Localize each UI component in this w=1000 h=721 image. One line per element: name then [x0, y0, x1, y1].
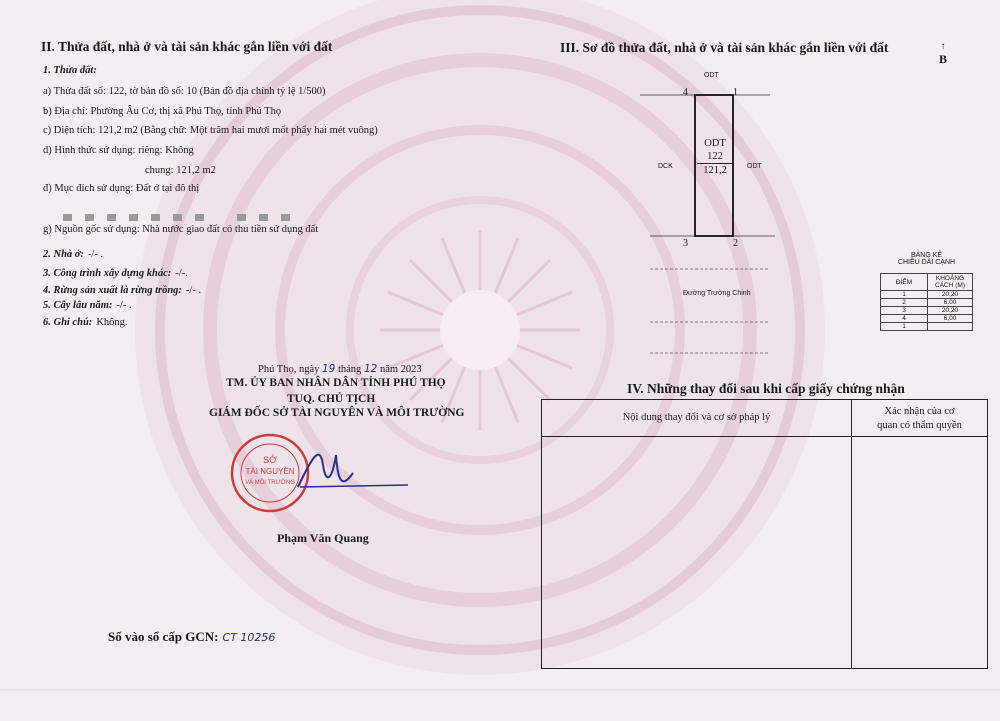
parcel-line-b: b) Địa chỉ: Phường Âu Cơ, thị xã Phú Thọ, tỉnh Phú Thọ: [43, 106, 282, 117]
parcel-line-g: g) Nguồn gốc sử dụng: Nhà nước giao đất có thu tiền sử dụng đất: [43, 224, 319, 235]
item-other-construction: 3. Công trình xây dựng khác: -/-.: [43, 268, 188, 279]
parcel-line-dd: đ) Mục đích sử dụng: Đất ở tại đô thị: [43, 183, 200, 194]
diagram-right-label: ODT: [747, 163, 762, 170]
parcel-line-a: a) Thửa đất số: 122, tờ bản đồ số: 10 (Bản đồ địa chính tỷ lệ 1/500): [43, 86, 326, 97]
registry-number: Số vào sổ cấp GCN: CT 10256: [108, 629, 276, 644]
table-row: 1 20,20: [881, 291, 973, 299]
parcel-heading: 1. Thửa đất:: [43, 65, 97, 76]
item-planted-forest: 4. Rừng sản xuất là rừng trồng: -/- .: [43, 285, 202, 296]
north-arrow: ↑ B: [939, 41, 948, 66]
svg-text:TÀI NGUYÊN: TÀI NGUYÊN: [245, 467, 295, 476]
parcel-line-d2: chung: 121,2 m2: [145, 165, 216, 176]
point-3: 3: [683, 238, 688, 249]
point-4: 4: [683, 87, 688, 98]
point-2: 2: [733, 238, 738, 249]
north-arrow-icon: ↑: [940, 41, 946, 52]
section-3-title: III. Sơ đồ thửa đất, nhà ở và tài sản khác gắn liền với đất: [560, 40, 889, 55]
signer-name: Phạm Văn Quang: [277, 531, 369, 545]
sign-director-line: GIÁM ĐỐC SỞ TÀI NGUYÊN VÀ MÔI TRƯỜNG: [209, 407, 465, 419]
changes-table: [541, 399, 988, 669]
section-4-title: IV. Những thay đổi sau khi cấp giấy chứng nhận: [627, 381, 905, 396]
changes-col-confirmation: Xác nhận của cơ quan có thẩm quyền: [877, 406, 962, 431]
parcel-line-d: d) Hình thức sử dụng: riêng: Không: [43, 145, 194, 156]
sign-org-line: TM. ỦY BAN NHÂN DÂN TỈNH PHÚ THỌ: [226, 377, 446, 389]
diagram-left-label: DCK: [658, 163, 673, 170]
official-stamp: [228, 425, 418, 520]
road-lines: [650, 260, 775, 360]
parcel-label: ODT 122 121,2: [697, 137, 733, 177]
road-name: Đường Trường Chinh: [683, 290, 751, 297]
table-row: 2 6,00: [881, 299, 973, 307]
sign-title-line: TUQ. CHỦ TỊCH: [287, 393, 376, 405]
table-row: 4 6,00: [881, 315, 973, 323]
table-row: 1: [881, 323, 973, 331]
svg-text:SỞ: SỞ: [263, 455, 277, 465]
table-row: 3 20,20: [881, 307, 973, 315]
issue-date: Phú Thọ, ngày 19 tháng 12 năm 2023: [258, 363, 422, 375]
svg-text:VÀ MÔI TRƯỜNG: VÀ MÔI TRƯỜNG: [245, 480, 295, 486]
section-2-title: II. Thửa đất, nhà ở và tài sản khác gắn liền với đất: [41, 39, 333, 54]
distance-table-col-point: ĐIỂM: [881, 274, 928, 291]
changes-col-content: Nội dung thay đổi và cơ sở pháp lý: [622, 412, 771, 423]
item-house: 2. Nhà ở: -/- .: [43, 249, 104, 260]
parcel-line-c: c) Diện tích: 121,2 m2 (Bằng chữ: Một trăm hai mươi mốt phẩy hai mét vuông): [43, 125, 378, 136]
diagram-top-label: ODT: [704, 72, 719, 79]
item-note: 6. Ghi chú: Không.: [43, 317, 128, 328]
distance-table-col-dist: KHOẢNG CÁCH (M): [928, 274, 973, 291]
distance-table-title: BẢNG KÊ CHIỀU DÀI CẠNH: [897, 252, 956, 266]
item-perennial-trees: 5. Cây lâu năm: -/- .: [43, 300, 132, 311]
distance-table: [880, 273, 973, 331]
point-1: 1: [733, 87, 738, 98]
